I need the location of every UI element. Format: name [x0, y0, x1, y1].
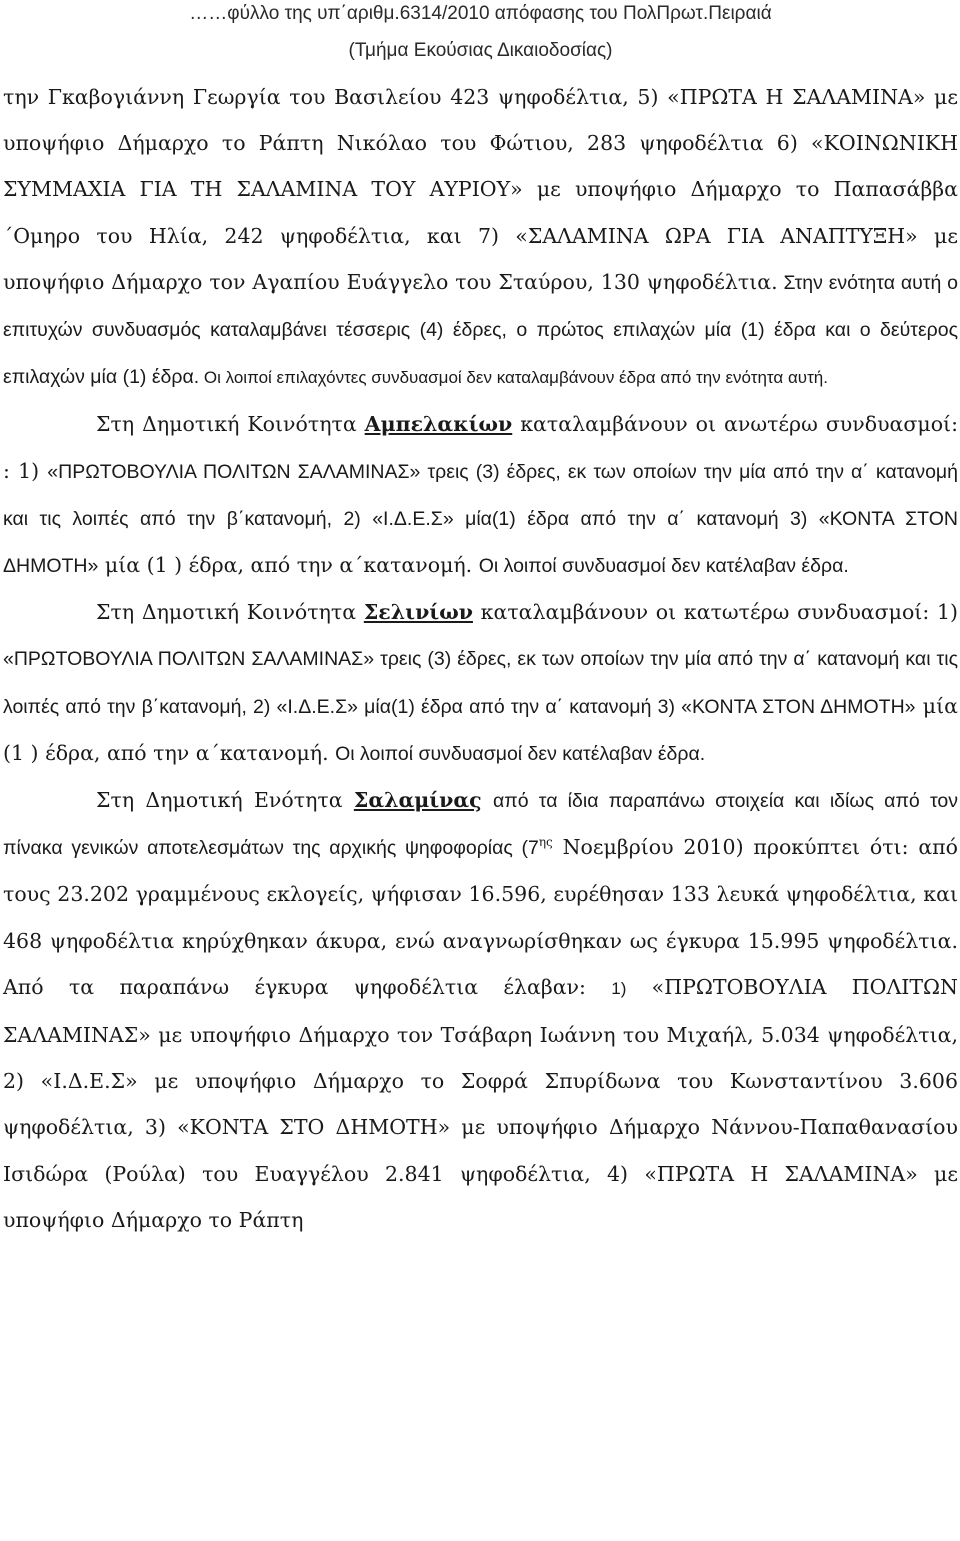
paragraph-4-post-e: «ΠΡΩΤΟΒΟΥΛΙΑ ΠΟΛΙΤΩΝ ΣΑΛΑΜΙΝΑΣ» με υποψήφιο Δήμαρχο τον Τσάβαρη Ιωάννη του Μιχαήλ, 5.034 ψηφοδέλτια, 2) «Ι.Δ.Ε.Σ» με υποψήφιο Δήμαρχο το Σοφρά Σπυρίδωνα του Κωνσταντίνου 3.606 ψηφοδέλτια, 3) «ΚΟΝΤΑ ΣΤΟ ΔΗΜΟΤΗ» με υποψήφιο Δήμαρχο Νάννου-Παπαθανασίου Ισιδώρα (Ρούλα) του Ευαγγέλου 2.841 ψηφοδέλτια, 4) «ΠΡΩΤΑ Η ΣΑΛΑΜΙΝΑ» με υποψήφιο Δήμαρχο το Ράπτη	[3, 974, 958, 1232]
paragraph-2-pre: Στη Δημοτική Κοινότητα	[96, 412, 365, 437]
paragraph-3-post-c: μία (1 ) έδρα, από την α΄κατανομή.	[3, 693, 958, 765]
paragraph-2-post-d: Οι λοιποί συνδυασμοί δεν κατέλαβαν έδρα.	[478, 555, 849, 578]
paragraph-2-post-a: καταλαμβάνουν οι ανωτέρω συνδυασμοί: : 1)	[3, 412, 958, 483]
paragraph-1-text-a: την Γκαβογιάννη Γεωργία του Βασιλείου 423 ψηφοδέλτια, 5) «ΠΡΩΤΑ Η ΣΑΛΑΜΙΝΑ» με υποψήφιο Δήμαρχο το Ράπτη Νικόλαο του Φώτιου, 283 ψηφοδέλτια 6) «ΚΟΙΝΩΝΙΚΗ ΣΥΜΜΑΧΙΑ ΓΙΑ ΤΗ ΣΑΛΑΜΙΝΑ ΤΟΥ ΑΥΡΙΟΥ» με υποψήφιο Δήμαρχο το Παπασάββα ΄Ομηρο του Ηλία, 242 ψηφοδέλτια, και 7) «ΣΑΛΑΜΙΝΑ ΩΡΑ ΓΙΑ ΑΝΑΠΤΥΞΗ» με υποψήφιο Δήμαρχο τον Αγαπίου Ευάγγελο του Σταύρου, 130 ψηφοδέλτια.	[3, 85, 958, 294]
header-line-2: (Τμήμα Εκούσιας Δικαιοδοσίας)	[348, 40, 613, 61]
paragraph-3-pre: Στη Δημοτική Κοινότητα	[96, 600, 364, 625]
paragraph-3-post-b: «ΠΡΩΤΟΒΟΥΛΙΑ ΠΟΛΙΤΩΝ ΣΑΛΑΜΙΝΑΣ» τρεις (3) έδρες, εκ των οποίων την μία από την α΄ κατανομή και τις λοιπές από την β΄κατανομή, 2) «Ι.Δ.Ε.Σ» μία(1) έδρα από την α΄ κατανομή 3) «ΚΟΝΤΑ ΣΤΟΝ ΔΗΜΟΤΗ»	[3, 648, 958, 718]
document-body	[3, 74, 958, 1243]
paragraph-4-unit-name: Σαλαμίνας	[353, 788, 482, 813]
paragraph-4	[3, 777, 958, 1243]
paragraph-3	[3, 589, 958, 777]
paragraph-1-text-b: Στην ενότητα αυτή ο επιτυχών συνδυασμός καταλαμβάνει τέσσερις (4) έδρες, ο πρώτος επιλαχών μία (1) έδρα και ο δεύτερος επιλαχών μία (1) έδρα.	[3, 271, 958, 389]
paragraph-3-post-a: καταλαμβάνουν οι κατωτέρω συνδυασμοί: 1)	[472, 600, 958, 625]
paragraph-4-post-a	[482, 788, 493, 812]
paragraph-2-post-c: μία (1 ) έδρα, από την α΄κατανομή.	[98, 553, 479, 578]
paragraph-4-superscript: ης	[538, 835, 553, 850]
paragraph-1-text-c: Οι λοιποί επιλαχόντες συνδυασμοί δεν καταλαμβάνουν έδρα από την ενότητα αυτή.	[199, 368, 828, 388]
paragraph-3-post-d: Οι λοιποί συνδυασμοί δεν κατέλαβαν έδρα.	[335, 742, 706, 765]
paragraph-2	[3, 401, 958, 589]
paragraph-2-community-name: Αμπελακίων	[364, 412, 513, 437]
paragraph-3-community-name: Σελινίων	[363, 600, 473, 625]
paragraph-4-post-c: Νοεμβρίου 2010) προκύπτει ότι: από τους 23.202 γραμμένους εκλογείς, ψήφισαν 16.596, ευρέθησαν 133 λευκά ψηφοδέλτια, και 468 ψηφοδέλτια κηρύχθηκαν άκυρα, ενώ αναγνωρίσθηκαν ως έγκυρα 15.995 ψηφοδέλτια. Από τα παραπάνω έγκυρα ψηφοδέλτια έλαβαν:	[3, 835, 958, 999]
header-line-1: ……φύλλο της υπ΄αριθμ.6314/2010 απόφασης του ΠολΠρωτ.Πειραιά	[189, 3, 772, 24]
paragraph-2-post-b: «ΠΡΩΤΟΒΟΥΛΙΑ ΠΟΛΙΤΩΝ ΣΑΛΑΜΙΝΑΣ» τρεις (3) έδρες, εκ των οποίων την μία από την α΄ κατανομή και τις λοιπές από την β΄κατανομή, 2) «Ι.Δ.Ε.Σ» μία(1) έδρα από την α΄ κατανομή 3) «ΚΟΝΤΑ ΣΤΟΝ ΔΗΜΟΤΗ»	[3, 460, 958, 578]
paragraph-4-post-b: από τα ίδια παραπάνω στοιχεία και ιδίως από τον πίνακα γενικών αποτελεσμάτων της αρχικής ψηφοφορίας (7	[3, 790, 958, 860]
paragraph-4-pre: Στη Δημοτική Ενότητα	[96, 788, 354, 813]
paragraph-1	[3, 74, 958, 401]
page-header	[3, 0, 958, 64]
paragraph-4-post-d: 1)	[611, 978, 627, 998]
